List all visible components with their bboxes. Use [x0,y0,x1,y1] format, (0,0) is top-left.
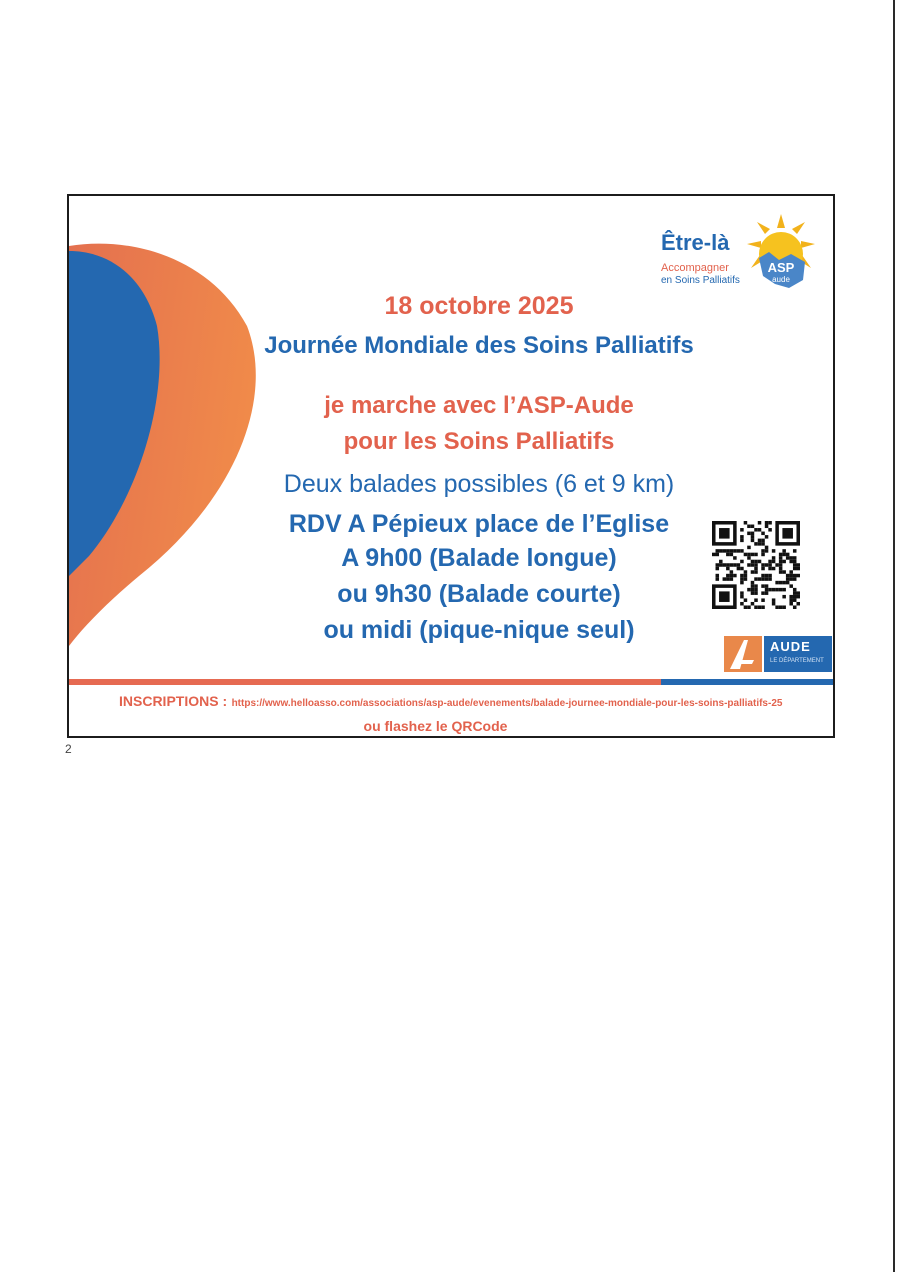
qr-module [751,525,755,529]
qr-module [758,539,762,543]
qr-module [758,542,762,546]
qr-module [758,521,762,525]
qr-module [796,563,800,567]
qr-module [737,549,741,553]
qr-module [782,595,786,599]
qr-module [726,577,730,581]
qr-module [775,563,779,567]
qr-module [758,577,762,581]
inscriptions-row [119,693,782,711]
qr-module [772,588,776,592]
qr-module [768,577,772,581]
qr-module [765,521,769,525]
qr-module [726,553,730,557]
qr-module [782,549,786,553]
qr-module [744,605,748,609]
qr-module [723,563,727,567]
qr-module [719,563,723,567]
qr-module [747,605,751,609]
qr-module [782,588,786,592]
asp-aude-sun-logo [745,214,817,292]
qr-module [779,560,783,564]
qr-module [719,560,723,564]
qr-module [751,535,755,539]
qr-module [740,535,744,539]
qr-finder-inner [719,591,730,602]
qr-module [716,577,720,581]
qr-module [761,553,765,557]
qr-module [754,605,758,609]
qr-module [751,532,755,536]
qr-module [730,577,734,581]
qr-module [782,570,786,574]
qr-module [793,556,797,560]
aude-a-icon [724,636,762,672]
qr-module [786,556,790,560]
qr-module [793,567,797,571]
qr-module [726,563,730,567]
qr-module [751,563,755,567]
qr-module [761,539,765,543]
qr-module [740,539,744,543]
qr-module [779,556,783,560]
qr-module [740,577,744,581]
qr-module [761,577,765,581]
qr-module [751,553,755,557]
scan-edge-line [893,0,895,1272]
qr-module [765,525,769,529]
qr-module [786,577,790,581]
qr-module [789,584,793,588]
qr-module [754,567,758,571]
qr-module [758,560,762,564]
event-date: 18 octobre 2025 [384,292,574,320]
qr-module [754,563,758,567]
qr-module [765,563,769,567]
qr-module [761,591,765,595]
qr-module [793,588,797,592]
qr-module [744,574,748,578]
qr-module [765,591,769,595]
qr-module [730,574,734,578]
qr-module [761,574,765,578]
qr-module [747,563,751,567]
qr-module [786,574,790,578]
qr-module [789,598,793,602]
qr-module [754,577,758,581]
qr-module [768,560,772,564]
qr-module [772,602,776,606]
event-title: Journée Mondiale des Soins Palliatifs [264,332,694,359]
inscriptions-link[interactable]: https://www.helloasso.com/associations/asp-aude/evenements/balade-journee-mondiale-pour-les-soins-palliatifs-25 [231,698,783,709]
qr-module [744,598,748,602]
qr-module [779,570,783,574]
qr-module [768,521,772,525]
qr-module [758,528,762,532]
qr-module [737,563,741,567]
qr-module [747,525,751,529]
qr-module [751,584,755,588]
qr-module [789,556,793,560]
qr-module [793,560,797,564]
qr-module [761,542,765,546]
qr-module [730,549,734,553]
qr-module [793,605,797,609]
qr-module [793,577,797,581]
qr-module [716,553,720,557]
page-mark: 2 [65,742,72,756]
qr-module [751,591,755,595]
qr-module [719,549,723,553]
qr-module [761,549,765,553]
qr-module [712,553,716,557]
bottom-stripe-coral [69,679,661,685]
qr-module [793,549,797,553]
qr-module [761,563,765,567]
qr-module [768,528,772,532]
qr-module [796,591,800,595]
qr-module [761,532,765,536]
qr-module [768,588,772,592]
qr-module [772,549,776,553]
qr-module [761,605,765,609]
qr-module [733,556,737,560]
qr-module [789,577,793,581]
qr-module [747,546,751,550]
qr-module [754,553,758,557]
qr-module [723,549,727,553]
time-short-walk: ou 9h30 (Balade courte) [337,580,621,608]
qr-module [751,539,755,543]
qr-module [761,598,765,602]
aude-small-label: LE DÉPARTEMENT [770,658,824,664]
logo-badge-line-2: aude [772,275,790,284]
qr-module [740,602,744,606]
qr-module [754,570,758,574]
qr-module [765,584,769,588]
qr-module [768,563,772,567]
aude-label: AUDE [770,639,811,654]
qr-module [740,581,744,585]
qr-module [793,595,797,599]
qr-module [772,567,776,571]
qr-module [786,581,790,585]
qr-module [765,588,769,592]
qr-code [712,521,800,609]
meeting-point: RDV A Pépieux place de l’Eglise [288,510,670,538]
qr-module [754,584,758,588]
qr-module [754,542,758,546]
qr-module [740,528,744,532]
qr-module [796,595,800,599]
qr-module [779,605,783,609]
qr-module [775,605,779,609]
qr-module [737,567,741,571]
qr-module [716,549,720,553]
qr-module [765,574,769,578]
qr-module [740,567,744,571]
qr-module [793,563,797,567]
qr-module [789,560,793,564]
qr-module [768,574,772,578]
qr-module [747,588,751,592]
qr-module [765,577,769,581]
qr-module [789,574,793,578]
qr-module [782,553,786,557]
qr-module [740,549,744,553]
qr-module [758,605,762,609]
qr-module [761,584,765,588]
logo-badge-line-1: ASP [767,260,795,275]
logo-subtitle-1: Accompagner [661,262,729,274]
qr-module [789,602,793,606]
qr-module [723,577,727,581]
qr-module [786,553,790,557]
walk-line-1: je marche avec l’ASP-Aude [324,392,634,419]
qr-module [765,546,769,550]
qr-module [782,605,786,609]
qr-module [751,560,755,564]
qr-module [716,563,720,567]
qr-hint: ou flashez le QRCode [363,718,508,734]
logo-title: Être-là [661,230,730,255]
time-noon: ou midi (pique-nique seul) [323,616,635,644]
qr-module [751,581,755,585]
aude-department-logo [724,636,832,672]
qr-module [754,588,758,592]
qr-module [716,574,720,578]
qr-module [740,574,744,578]
qr-module [768,567,772,571]
qr-module [796,567,800,571]
qr-module [779,581,783,585]
bottom-stripe-blue [661,679,835,685]
qr-module [726,567,730,571]
qr-module [747,556,751,560]
qr-module [779,588,783,592]
qr-module [779,563,783,567]
qr-module [779,553,783,557]
qr-module [761,567,765,571]
qr-module [789,570,793,574]
qr-module [775,581,779,585]
qr-module [754,591,758,595]
qr-module [789,595,793,599]
time-long-walk: A 9h00 (Balade longue) [341,544,617,572]
qr-finder-inner [719,528,730,539]
qr-module [779,567,783,571]
qr-module [793,591,797,595]
walks-info: Deux balades possibles (6 et 9 km) [283,470,675,498]
qr-module [747,553,751,557]
qr-module [740,595,744,599]
qr-module [772,560,776,564]
logo-subtitle-2: en Soins Palliatifs [661,275,740,286]
walk-line-2: pour les Soins Palliatifs [343,428,615,455]
qr-module [765,549,769,553]
qr-module [754,560,758,564]
qr-module [730,563,734,567]
qr-module [747,532,751,536]
qr-module [796,602,800,606]
qr-module [733,574,737,578]
qr-module [744,553,748,557]
qr-module [751,588,755,592]
qr-module [733,563,737,567]
qr-module [793,574,797,578]
qr-module [730,570,734,574]
qr-module [775,588,779,592]
qr-module [744,577,748,581]
qr-module [751,602,755,606]
qr-finder-inner [782,528,793,539]
qr-module [730,553,734,557]
event-flyer [67,194,835,738]
qr-module [754,528,758,532]
inscriptions-label: INSCRIPTIONS : [119,693,228,709]
qr-module [765,535,769,539]
qr-module [772,556,776,560]
qr-module [751,570,755,574]
qr-module [733,549,737,553]
qr-module [796,574,800,578]
qr-module [726,574,730,578]
qr-module [726,549,730,553]
qr-module [740,591,744,595]
qr-module [740,560,744,564]
qr-module [793,598,797,602]
qr-module [772,598,776,602]
qr-module [754,598,758,602]
qr-module [716,567,720,571]
qr-module [782,560,786,564]
qr-module [744,521,748,525]
qr-module [782,581,786,585]
qr-module [744,570,748,574]
